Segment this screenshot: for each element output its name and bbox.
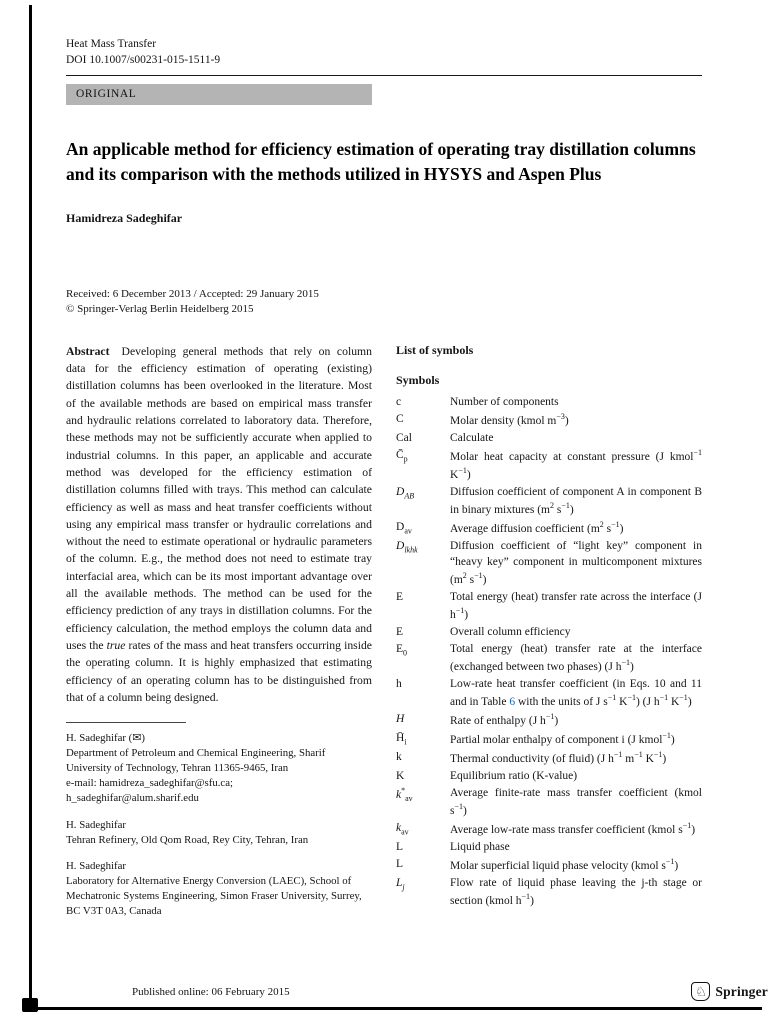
symbol-definition: Low-rate heat transfer coefficient (in Eqs. 10 and 11 and in Table 6 with the units of J $s^{-1}$ $K^{-1}$) (J $h^{-1}$ $K^{-1}$) — [450, 677, 702, 708]
symbol-row — [396, 711, 702, 729]
symbol-notation: $H̄_i$ — [396, 731, 407, 747]
symbol-definition: Flow rate of liquid phase leaving the j-th stage or section (kmol $h^{-1}$) — [450, 876, 702, 907]
symbol-definition: Diffusion coefficient of component A in component B in binary mixtures ($m^2$ $s^{-1}$) — [450, 485, 702, 516]
symbol-notation: $D_{av}$ — [396, 520, 412, 535]
symbol-row — [396, 820, 702, 838]
journal-name: Heat Mass Transfer — [66, 38, 157, 50]
symbol-definition: Equilibrium ratio (K-value) — [450, 769, 578, 782]
published-online: Published online: 06 February 2015 — [132, 985, 290, 998]
page-footer — [132, 982, 768, 1001]
symbol-row — [396, 430, 702, 446]
symbol-definition: Thermal conductivity (of fluid) (J $h^{-1}$ $m^{-1}$ $K^{-1}$) — [450, 749, 667, 765]
scan-corner-blob — [22, 998, 38, 1012]
symbol-row — [396, 447, 702, 483]
table-6-link[interactable]: 6 — [509, 695, 516, 708]
left-column — [66, 343, 372, 931]
symbol-notation: $D_{lkhk}$ — [396, 539, 418, 554]
right-column — [396, 343, 702, 931]
symbol-notation: $k_{av}$ — [396, 821, 409, 836]
symbol-notation: Cal — [396, 431, 412, 444]
author-name: Hamidreza Sadeghifar — [66, 210, 183, 225]
envelope-icon: ✉ — [132, 732, 142, 745]
symbol-definition: Average finite-rate mass transfer coefficient (kmol $s^{-1}$) — [450, 786, 702, 817]
symbols-heading: List of symbols — [396, 342, 474, 357]
symbol-notation: $C̄_p$ — [396, 448, 408, 464]
symbol-row — [396, 875, 702, 909]
symbol-definition: Average low-rate mass transfer coefficient (kmol $s^{-1}$) — [450, 820, 696, 836]
symbols-list — [396, 394, 702, 909]
received-accepted-dates: Received: 6 December 2013 / Accepted: 29 January 2015 — [66, 287, 319, 300]
symbol-row — [396, 538, 702, 588]
symbol-row — [396, 641, 702, 675]
symbol-definition: Diffusion coefficient of “light key” component in “heavy key” component in multicomponent mixtures ($m^2$ $s^{-1}$) — [450, 539, 702, 586]
abstract-paragraph — [66, 343, 372, 707]
symbol-notation: $D_{AB}$ — [396, 485, 415, 500]
symbol-row — [396, 676, 702, 710]
symbol-notation: $L_j$ — [396, 876, 405, 891]
symbol-definition: Total energy (heat) transfer rate at the interface (exchanged between two phases) (J $h^{-1}$) — [450, 642, 702, 673]
springer-horse-logo-icon: ♘ — [691, 982, 710, 1001]
symbol-definition: Molar heat capacity at constant pressure (J kmol$^{-1}$ $K^{-1}$) — [450, 447, 702, 481]
publisher-name: Springer — [715, 983, 768, 999]
symbol-definition: Total energy (heat) transfer rate across the interface (J $h^{-1}$) — [450, 590, 702, 621]
symbol-notation: L — [396, 840, 404, 853]
scan-edge-left — [29, 5, 32, 1011]
affiliation-entry: H. Sadeghifar Tehran Refinery, Old Qom Road, Rey City, Tehran, Iran — [66, 818, 309, 846]
symbol-notation: L — [396, 857, 404, 870]
symbol-notation: h — [396, 677, 402, 690]
symbol-notation: C — [396, 412, 404, 425]
article-category-badge: ORIGINAL — [66, 84, 372, 105]
symbol-row — [396, 856, 702, 874]
symbol-definition: Overall column efficiency — [450, 625, 571, 638]
symbol-notation: k — [396, 750, 402, 763]
symbol-definition: Average diffusion coefficient ($m^2$ $s^{-1}$) — [450, 519, 624, 535]
symbol-row — [396, 730, 702, 748]
scan-edge-bottom — [28, 1007, 762, 1010]
symbol-row — [396, 749, 702, 767]
symbol-notation: K — [396, 769, 405, 782]
symbol-row — [396, 484, 702, 518]
symbol-definition: Calculate — [450, 431, 494, 444]
symbol-row — [396, 785, 702, 819]
publisher-mark — [691, 982, 768, 1001]
symbol-definition: Liquid phase — [450, 840, 510, 853]
copyright-line: © Springer-Verlag Berlin Heidelberg 2015 — [66, 302, 254, 315]
symbol-row — [396, 839, 702, 855]
symbols-subheading: Symbols — [396, 372, 440, 387]
two-column-body — [66, 343, 702, 931]
symbol-definition: Molar density (kmol $m^{-3}$) — [450, 411, 569, 427]
symbol-definition: Number of components — [450, 395, 559, 408]
affiliation-entry: H. Sadeghifar (✉) Department of Petroleum and Chemical Engineering, Sharif University of Technology, Tehran 11365-9465, Iran e-mail: hamidreza_sadeghifar@sfu.ca; h_sadeghifar@alum.sharif.edu — [66, 732, 326, 804]
symbol-row — [396, 589, 702, 623]
symbol-row — [396, 394, 702, 410]
symbol-definition: Rate of enthalpy (J $h^{-1}$) — [450, 711, 559, 727]
abstract-text: Developing general methods that rely on column data for the efficiency estimation of operating (existing) distillation columns has been overlooked in the literature. Most of the available methods are based on empirical mass transfer and hydraulic relations correlated to laboratory data. Therefore, these methods may not be sufficiently accurate when applied to industrial columns. In this paper, an applicable and accurate method was developed for the efficiency estimation of distillation columns filled with trays. This method can calculate efficiency as well as mass and heat transfer coefficients without using any empirical mass transfer or hydraulic correlations and without the need to estimate operational or hydraulic parameters of the column. E.g., the method does not need to estimate tray interfacial area, which can be its most important advantage over all the available methods. The method can be used for the efficiency prediction of any trays in distillation columns. For the efficiency calculation, the method employs the column data and uses the true rates of the mass and heat transfers occurring inside the operating column. It is highly emphasized that estimating efficiency of an operating column has to be distinguished from that of a column being designed. — [66, 344, 372, 704]
symbol-row — [396, 519, 702, 537]
affiliations-block — [66, 731, 372, 919]
symbol-notation: E — [396, 625, 404, 638]
symbol-row — [396, 411, 702, 429]
symbol-notation: H — [396, 712, 405, 725]
symbol-definition: Partial molar enthalpy of component i (J kmol$^{-1}$) — [450, 730, 675, 746]
symbol-notation: c — [396, 395, 402, 408]
affiliation-entry: H. Sadeghifar Laboratory for Alternative Energy Conversion (LAEC), School of Mechatronic Systems Engineering, Simon Fraser University, Surrey, BC V3T 0A3, Canada — [66, 860, 362, 918]
footnote-rule — [66, 722, 186, 723]
symbol-definition: Molar superficial liquid phase velocity (kmol $s^{-1}$) — [450, 856, 679, 872]
abstract-label: Abstract — [66, 344, 110, 358]
symbol-row — [396, 768, 702, 784]
header-rule — [66, 75, 702, 76]
page-content — [66, 38, 768, 999]
symbol-notation: $E_0$ — [396, 642, 408, 658]
symbol-notation: $k^*_{av}$ — [396, 785, 413, 803]
article-title: An applicable method for efficiency estimation of operating tray distillation columns and its comparison with the methods utilized in HYSYS and Aspen Plus — [66, 139, 696, 184]
doi-line: DOI 10.1007/s00231-015-1511-9 — [66, 54, 221, 66]
symbol-notation: E — [396, 590, 404, 603]
symbol-row — [396, 624, 702, 640]
